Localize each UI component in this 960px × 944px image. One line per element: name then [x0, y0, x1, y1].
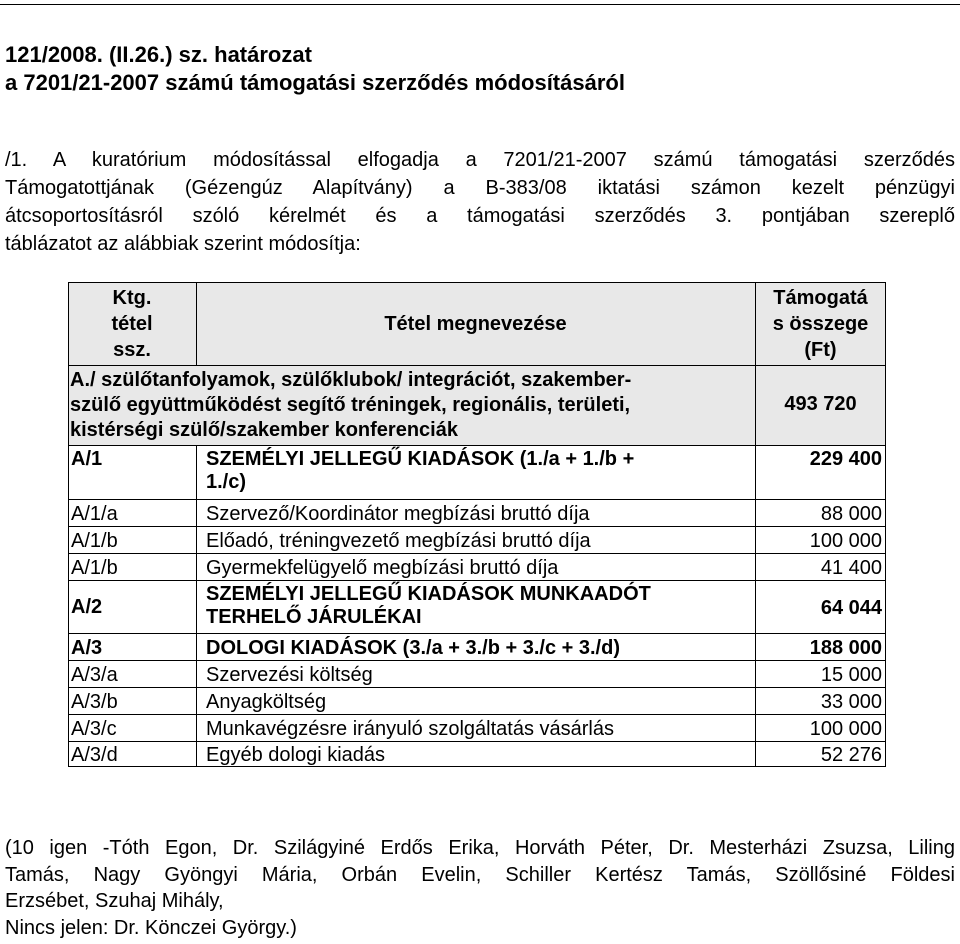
- intro-paragraph: [5, 146, 955, 258]
- table-row-code: A/3/d: [71, 744, 118, 766]
- table-row-code: A/3/a: [71, 664, 118, 686]
- header-item-name: Tétel megnevezése: [384, 313, 567, 335]
- vote-line: Tamás, Nagy Gyöngyi Mária, Orbán Evelin, Schiller Kertész Tamás, Szöllősiné Földesi: [5, 863, 955, 886]
- table-row-divider: [68, 526, 886, 527]
- header-amount: [755, 285, 886, 363]
- table-row-divider: [68, 633, 886, 634]
- table-row-amount: 41 400: [820, 557, 882, 579]
- table-border-bottom: [68, 766, 886, 767]
- table-row-amount: 52 276: [820, 744, 882, 766]
- vote-line: (10 igen -Tóth Egon, Dr. Szilágyiné Erdős Erika, Horváth Péter, Dr. Mesterházi Zsuzsa, Liling: [5, 837, 955, 859]
- resolution-subject: a 7201/21-2007 számú támogatási szerződés módosításáról: [5, 70, 625, 95]
- table-row-name: [206, 502, 753, 526]
- table-row-name: [206, 448, 753, 494]
- table-row-name-line: Munkavégzésre irányuló szolgáltatás vásárlás: [206, 718, 614, 740]
- section-description-line: kistérségi szülő/szakember konferenciák: [70, 419, 458, 441]
- resolution-number: 121/2008. (II.26.) sz. határozat: [5, 42, 312, 67]
- section-description-line: szülő együttműködést segítő tréningek, regionális, területi,: [70, 394, 631, 416]
- header-item-number-line: ssz.: [113, 339, 151, 361]
- table-row-name-line: SZEMÉLYI JELLEGŰ KIADÁSOK MUNKAADÓT: [206, 583, 651, 605]
- section-description: [70, 368, 753, 443]
- table-row-code: A/1/b: [71, 530, 118, 552]
- table-row-name: [206, 583, 753, 629]
- table-row-name: [206, 690, 753, 714]
- table-row-name-line: Szervező/Koordinátor megbízási bruttó díja: [206, 503, 590, 525]
- table-row-amount: 64 044: [820, 597, 882, 619]
- table-border-top: [68, 282, 886, 283]
- table-row-code: A/3/b: [71, 691, 118, 713]
- section-description-line: A./ szülőtanfolyamok, szülőklubok/ integrációt, szakember-: [70, 369, 632, 391]
- table-row-name-line: TERHELŐ JÁRULÉKAI: [206, 606, 422, 628]
- header-item-number-line: Ktg.: [112, 287, 152, 309]
- header-item-number: [68, 285, 196, 363]
- table-column-divider: [196, 282, 197, 365]
- table-row-divider: [68, 660, 886, 661]
- table-column-divider: [196, 445, 197, 767]
- table-row-name-line: Anyagköltség: [206, 691, 327, 713]
- table-row-name: [206, 636, 753, 660]
- resolution-title: [5, 41, 905, 97]
- table-row-name-line: Egyéb dologi kiadás: [206, 744, 386, 766]
- table-row-name-line: Előadó, tréningvezető megbízási bruttó díja: [206, 530, 591, 552]
- table-row-name: [206, 743, 753, 767]
- header-item-number-line: tétel: [111, 313, 153, 335]
- table-row-code: A/2: [71, 596, 103, 618]
- table-row-code: A/1: [71, 448, 103, 470]
- table-row-name: [206, 717, 753, 741]
- table-row-divider: [68, 580, 886, 581]
- intro-line: táblázatot az alábbiak szerint módosítja:: [5, 233, 361, 255]
- table-row-code: A/3/c: [71, 718, 117, 740]
- table-row-name-line: 1./c): [206, 471, 247, 493]
- table-column-divider: [755, 282, 756, 767]
- vote-line: Nincs jelen: Dr. Könczei György.): [5, 916, 297, 939]
- table-row-name-line: Gyermekfelügyelő megbízási bruttó díja: [206, 557, 559, 579]
- table-row-divider: [68, 445, 886, 446]
- top-rule: [0, 4, 960, 5]
- table-row-amount: 188 000: [809, 637, 882, 659]
- header-amount-line: (Ft): [804, 339, 837, 361]
- intro-line: /1. A kuratórium módosítással elfogadja a 7201/21-2007 számú támogatási szerződés: [5, 149, 955, 171]
- table-row-name-line: DOLOGI KIADÁSOK (3./a + 3./b + 3./c + 3./d): [206, 637, 620, 659]
- table-row-amount: 100 000: [809, 718, 882, 740]
- vote-line: Erzsébet, Szuhaj Mihály,: [5, 890, 224, 912]
- header-amount-line: Támogatá: [773, 287, 868, 309]
- intro-line: átcsoportosításról szóló kérelmét és a támogatási szerződés 3. pontjában szereplő: [5, 205, 955, 227]
- table-row-divider: [68, 553, 886, 554]
- table-row-amount: 33 000: [820, 691, 882, 713]
- table-row-name-line: SZEMÉLYI JELLEGŰ KIADÁSOK (1./a + 1./b +: [206, 448, 635, 470]
- table-border-left: [68, 282, 69, 767]
- table-row-name: [206, 556, 753, 580]
- vote-record: [5, 835, 955, 941]
- table-border-right: [885, 282, 886, 767]
- table-row-divider: [68, 687, 886, 688]
- table-row-amount: 100 000: [809, 530, 882, 552]
- table-row-name: [206, 529, 753, 553]
- table-row-code: A/1/b: [71, 557, 118, 579]
- table-row-name-line: Szervezési költség: [206, 664, 373, 686]
- table-row-divider: [68, 741, 886, 742]
- table-row-amount: 88 000: [820, 503, 882, 525]
- table-row-code: A/3: [71, 637, 103, 659]
- intro-line: Támogatottjának (Gézengúz Alapítvány) a B-383/08 iktatási számon kezelt pénzügyi: [5, 177, 955, 199]
- table-row-amount: 15 000: [820, 664, 882, 686]
- budget-table: [68, 282, 886, 775]
- section-amount: 493 720: [784, 393, 857, 415]
- table-row-divider: [68, 365, 886, 366]
- table-row-divider: [68, 714, 886, 715]
- table-row-amount: 229 400: [809, 448, 882, 470]
- table-row-divider: [68, 499, 886, 500]
- table-row-name: [206, 663, 753, 687]
- header-amount-line: s összege: [772, 313, 869, 335]
- table-row-code: A/1/a: [71, 503, 118, 525]
